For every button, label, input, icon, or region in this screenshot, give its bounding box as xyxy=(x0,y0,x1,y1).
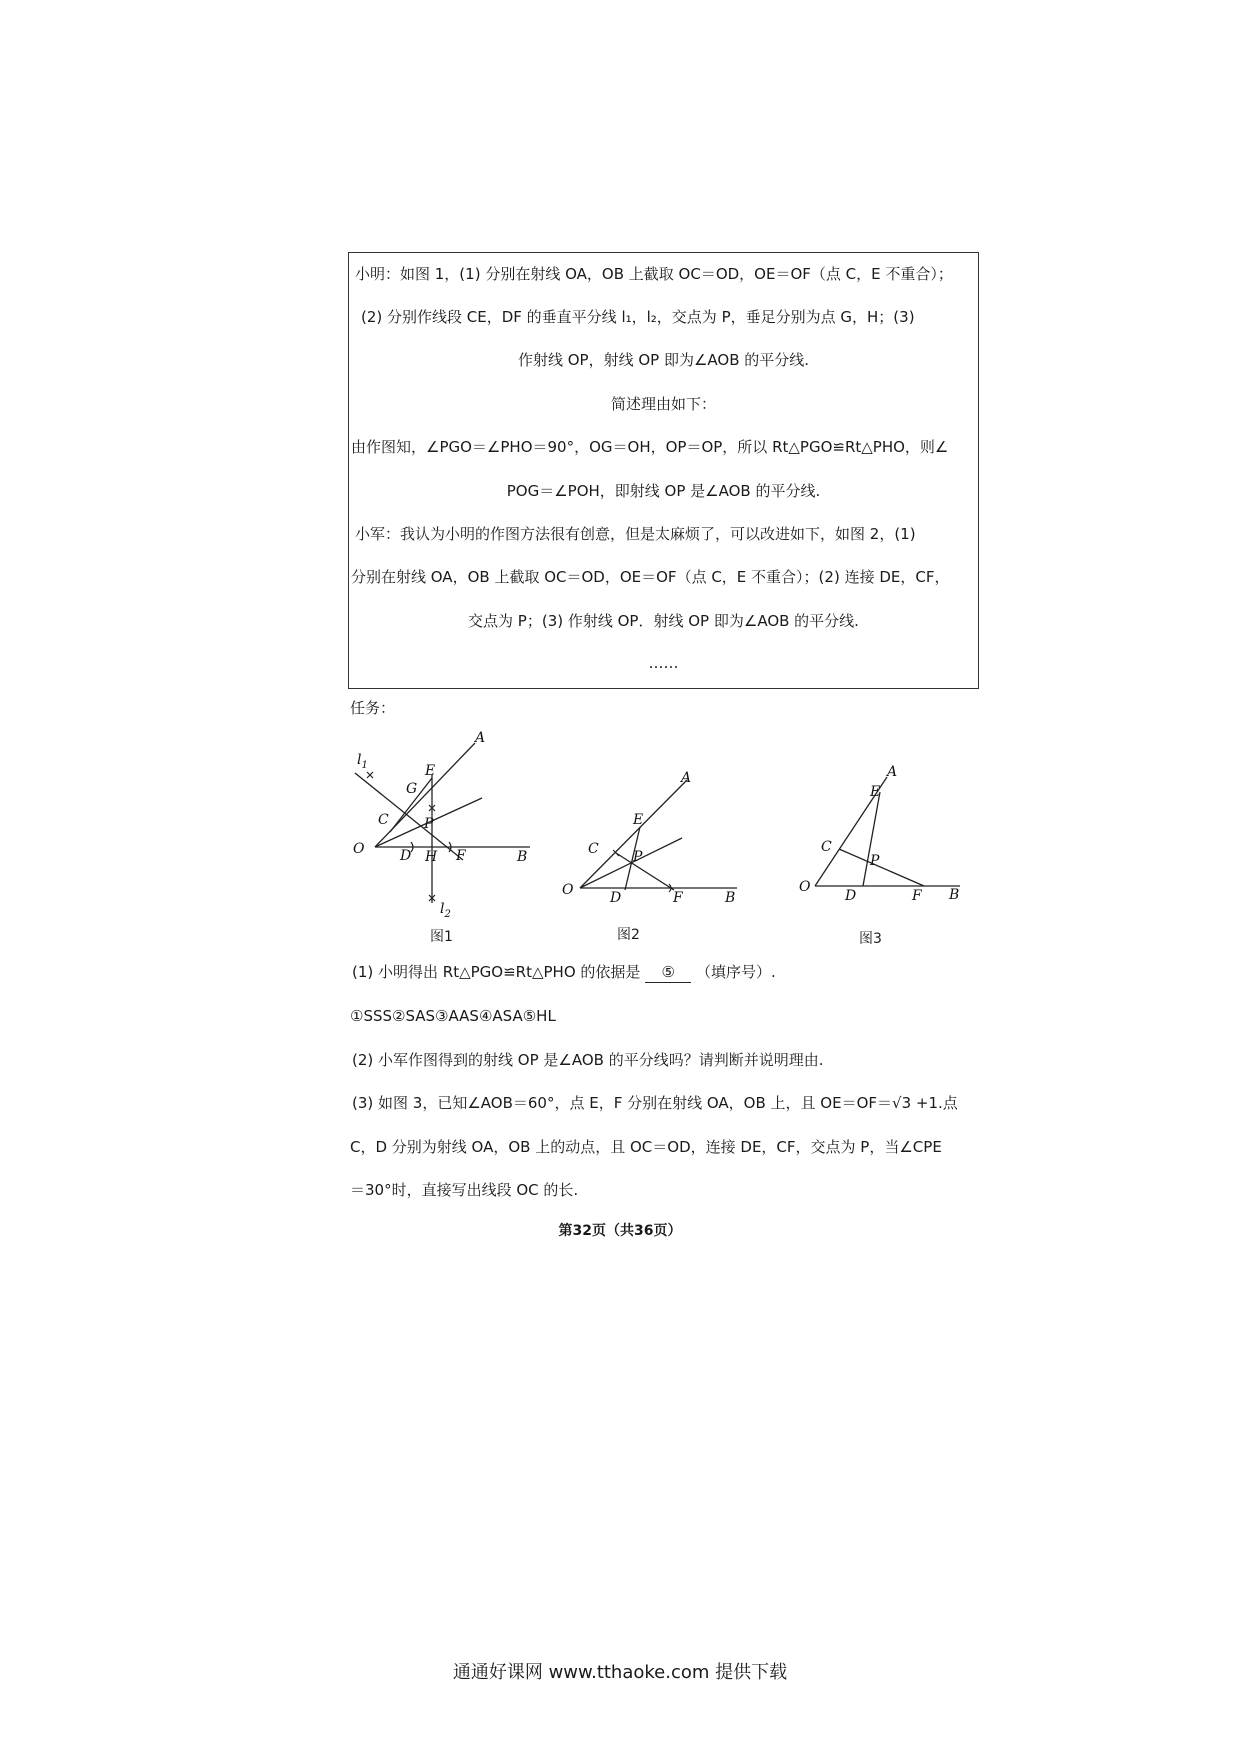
fig3-label-B: B xyxy=(949,887,960,903)
fig1-label-A: A xyxy=(475,730,486,746)
box-line-1: 小明：如图 1，(1) 分别在射线 OA，OB 上截取 OC＝OD，OE＝OF（点 C，E 不重合）； xyxy=(355,265,953,283)
question-1-suffix: （填序号）. xyxy=(695,963,776,981)
question-3-line-1: (3) 如图 3，已知∠AOB＝60°，点 E，F 分别在射线 OA，OB 上，且 OE＝OF＝√3 +1.点 xyxy=(352,1094,958,1112)
question-3-line-3: ＝30°时，直接写出线段 OC 的长. xyxy=(350,1181,579,1199)
question-1-answer: ⑤ xyxy=(645,962,691,983)
box-line-8: 分别在射线 OA，OB 上截取 OC＝OD，OE＝OF（点 C，E 不重合）；(2) 连接 DE，CF， xyxy=(351,568,950,586)
fig1-label-D: D xyxy=(400,848,412,864)
fig2-label-D: D xyxy=(610,890,622,906)
fig2-label-C: C xyxy=(588,841,599,857)
box-line-10: …… xyxy=(648,654,679,672)
fig1-label-O: O xyxy=(353,841,365,857)
fig1-label-l2: $l_2$ xyxy=(440,901,451,920)
box-line-3: 作射线 OP，射线 OP 即为∠AOB 的平分线. xyxy=(517,351,810,369)
fig1-label-G: G xyxy=(406,781,418,797)
fig1-label-P: P xyxy=(424,816,434,832)
fig3-label-E: E xyxy=(870,784,881,800)
task-label: 任务： xyxy=(350,699,396,717)
box-line-2: (2) 分别作线段 CE，DF 的垂直平分线 l₁，l₂，交点为 P，垂足分别为点 G，H；(3) xyxy=(361,308,915,326)
fig1-label-l1: $l_1$ xyxy=(357,752,368,771)
figure-3-svg xyxy=(795,765,975,915)
box-line-7: 小军：我认为小明的作图方法很有创意，但是太麻烦了，可以改进如下，如图 2，(1) xyxy=(355,525,916,543)
fig2-label-B: B xyxy=(725,890,736,906)
fig1-label-F: F xyxy=(456,848,466,864)
box-line-9: 交点为 P；(3) 作射线 OP．射线 OP 即为∠AOB 的平分线. xyxy=(468,612,859,630)
figure-3-caption: 图3 xyxy=(859,931,882,947)
fig3-label-C: C xyxy=(821,839,832,855)
fig3-label-F: F xyxy=(912,888,922,904)
question-1-prefix: (1) 小明得出 Rt△PGO≌Rt△PHO 的依据是 xyxy=(352,963,641,981)
fig3-label-O: O xyxy=(799,879,811,895)
figure-1 xyxy=(345,730,545,920)
footer-source: 通通好课网 www.tthaoke.com 提供下载 xyxy=(452,1662,788,1683)
question-1 xyxy=(352,962,776,983)
page-number: 第32页（共36页） xyxy=(558,1223,682,1239)
fig3-label-P: P xyxy=(870,853,880,869)
fig3-label-A: A xyxy=(887,764,898,780)
fig1-label-B: B xyxy=(517,849,528,865)
box-line-4: 简述理由如下： xyxy=(610,395,716,413)
fig2-label-A: A xyxy=(681,770,692,786)
question-3-line-2: C，D 分别为射线 OA，OB 上的动点，且 OC＝OD，连接 DE，CF，交点为 P，当∠CPE xyxy=(350,1138,942,1156)
figure-1-svg xyxy=(345,730,545,920)
figure-1-caption: 图1 xyxy=(430,929,453,945)
method-description-box xyxy=(348,252,979,689)
fig2-label-F: F xyxy=(673,890,683,906)
box-line-6: POG＝∠POH，即射线 OP 是∠AOB 的平分线. xyxy=(506,482,821,500)
figure-2 xyxy=(560,770,750,910)
question-1-options: ①SSS②SAS③AAS④ASA⑤HL xyxy=(350,1007,556,1025)
figure-2-caption: 图2 xyxy=(617,927,640,943)
figure-2-svg xyxy=(560,770,750,910)
figure-3 xyxy=(795,765,975,915)
fig1-label-E: E xyxy=(425,763,436,779)
fig1-label-H: H xyxy=(425,849,438,865)
fig2-label-P: P xyxy=(633,849,643,865)
box-line-5: 由作图知，∠PGO＝∠PHO＝90°，OG＝OH，OP＝OP，所以 Rt△PGO≌Rt△PHO，则∠ xyxy=(351,438,949,456)
fig2-label-E: E xyxy=(633,812,644,828)
fig3-label-D: D xyxy=(845,888,857,904)
fig1-label-C: C xyxy=(378,812,389,828)
fig2-label-O: O xyxy=(562,882,574,898)
question-2: (2) 小军作图得到的射线 OP 是∠AOB 的平分线吗？请判断并说明理由. xyxy=(352,1051,824,1069)
